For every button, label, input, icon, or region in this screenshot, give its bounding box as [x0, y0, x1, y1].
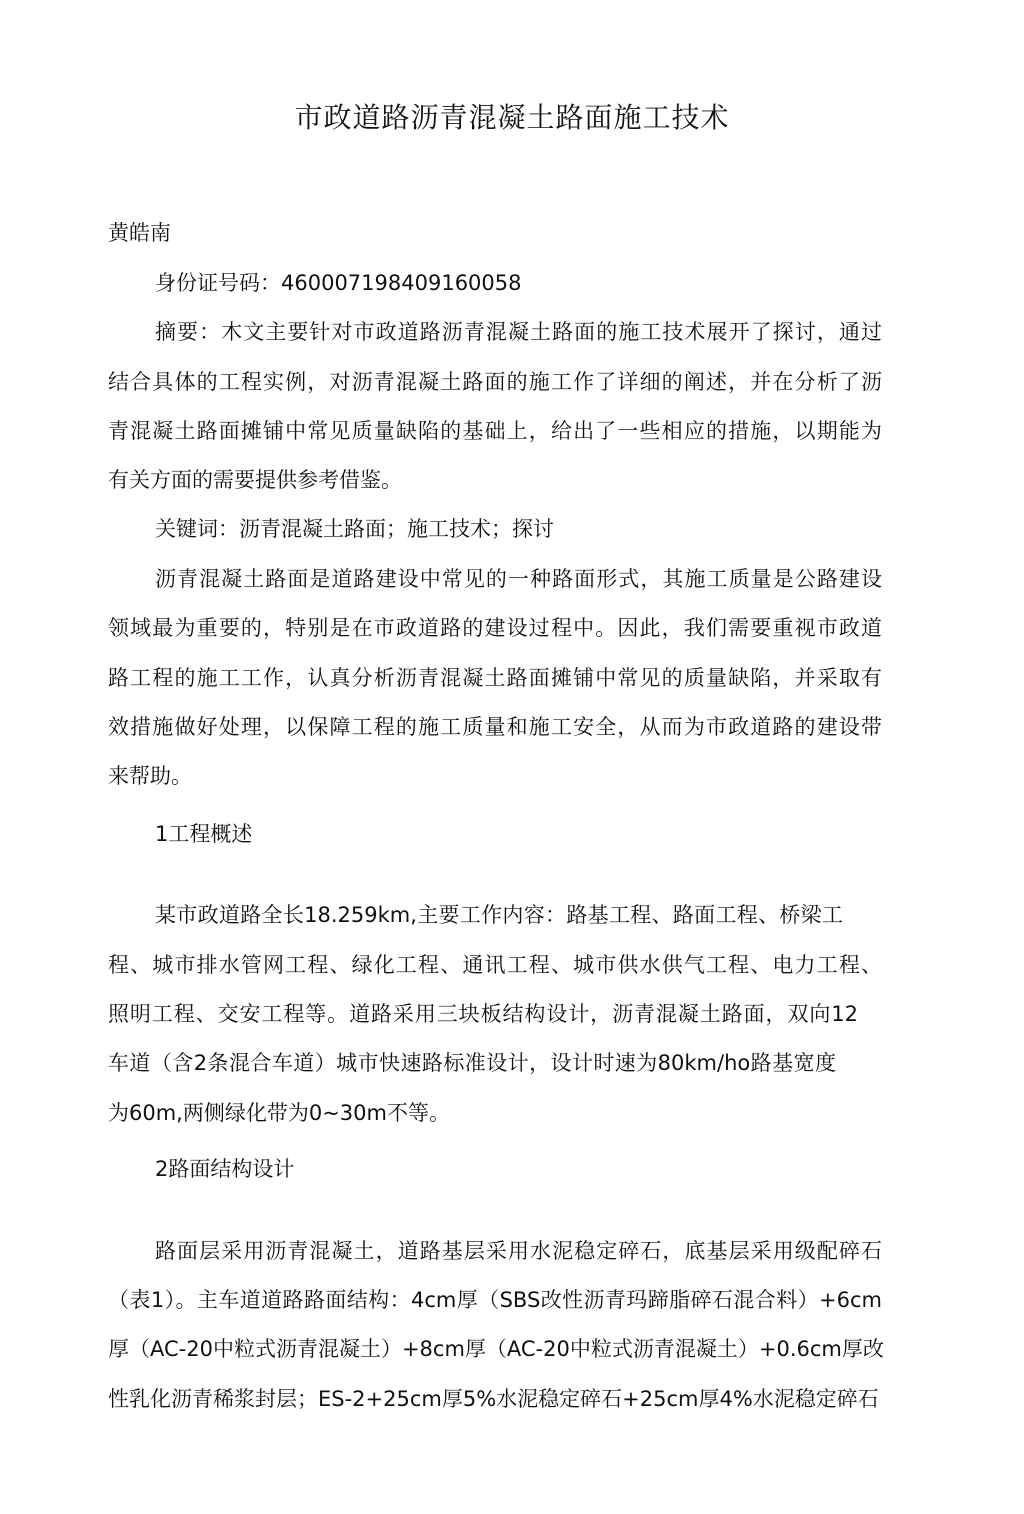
keywords-line: 关键词：沥青混凝土路面；施工技术；探讨 [155, 517, 554, 541]
section-heading: 1工程概述 [155, 822, 253, 846]
author-name: 黄皓南 [108, 221, 171, 245]
section1-line: 程、城市排水管网工程、绿化工程、通讯工程、城市供水供气工程、电力工程、 [108, 953, 882, 977]
section2-line: 厚（AC-20中粒式沥青混凝土）+8cm厚（AC-20中粒式沥青混凝土）+0.6cm厚改 [108, 1337, 884, 1361]
intro-line: 效措施做好处理，以保障工程的施工质量和施工安全，从而为市政道路的建设带 [108, 715, 882, 739]
section2-line: 路面层采用沥青混凝土，道路基层采用水泥稳定碎石，底基层采用级配碎石 [155, 1239, 882, 1263]
document-title: 市政道路沥青混凝土路面施工技术 [294, 101, 730, 134]
intro-line: 沥青混凝土路面是道路建设中常见的一种路面形式，其施工质量是公路建设 [155, 567, 882, 591]
id-number-line: 身份证号码：460007198409160058 [155, 271, 522, 295]
section1-line: 某市政道路全长18.259km,主要工作内容：路基工程、路面工程、桥梁工 [155, 903, 843, 927]
intro-line: 领域最为重要的，特别是在市政道路的建设过程中。因此，我们需要重视市政道 [108, 616, 882, 640]
intro-line: 路工程的施工工作，认真分析沥青混凝土路面摊铺中常见的质量缺陷，并采取有 [108, 666, 882, 690]
section-heading: 2路面结构设计 [155, 1157, 295, 1181]
section2-line: 性乳化沥青稀浆封层；ES-2+25cm厚5%水泥稳定碎石+25cm厚4%水泥稳定碎石 [108, 1387, 879, 1411]
section2-line: （表1）。主车道道路路面结构：4cm厚（SBS改性沥青玛蹄脂碎石混合料）+6cm [108, 1288, 882, 1312]
intro-line: 来帮助。 [108, 764, 192, 788]
section1-line: 为60m,两侧绿化带为0~30m不等。 [108, 1101, 450, 1125]
abstract-line: 青混凝土路面摊铺中常见质量缺陷的基础上，给出了一些相应的措施，以期能为 [108, 419, 882, 443]
abstract-line: 摘要：木文主要针对市政道路沥青混凝土路面的施工技术展开了探讨，通过 [155, 320, 882, 344]
section1-line: 照明工程、交安工程等。道路采用三块板结构设计，沥青混凝土路面，双向12 [108, 1002, 858, 1026]
section1-line: 车道（含2条混合车道）城市快速路标准设计，设计时速为80km/ho路基宽度 [108, 1051, 836, 1075]
abstract-line: 有关方面的需要提供参考借鉴。 [108, 468, 402, 492]
abstract-line: 结合具体的工程实例，对沥青混凝土路面的施工作了详细的阐述，并在分析了沥 [108, 370, 882, 394]
